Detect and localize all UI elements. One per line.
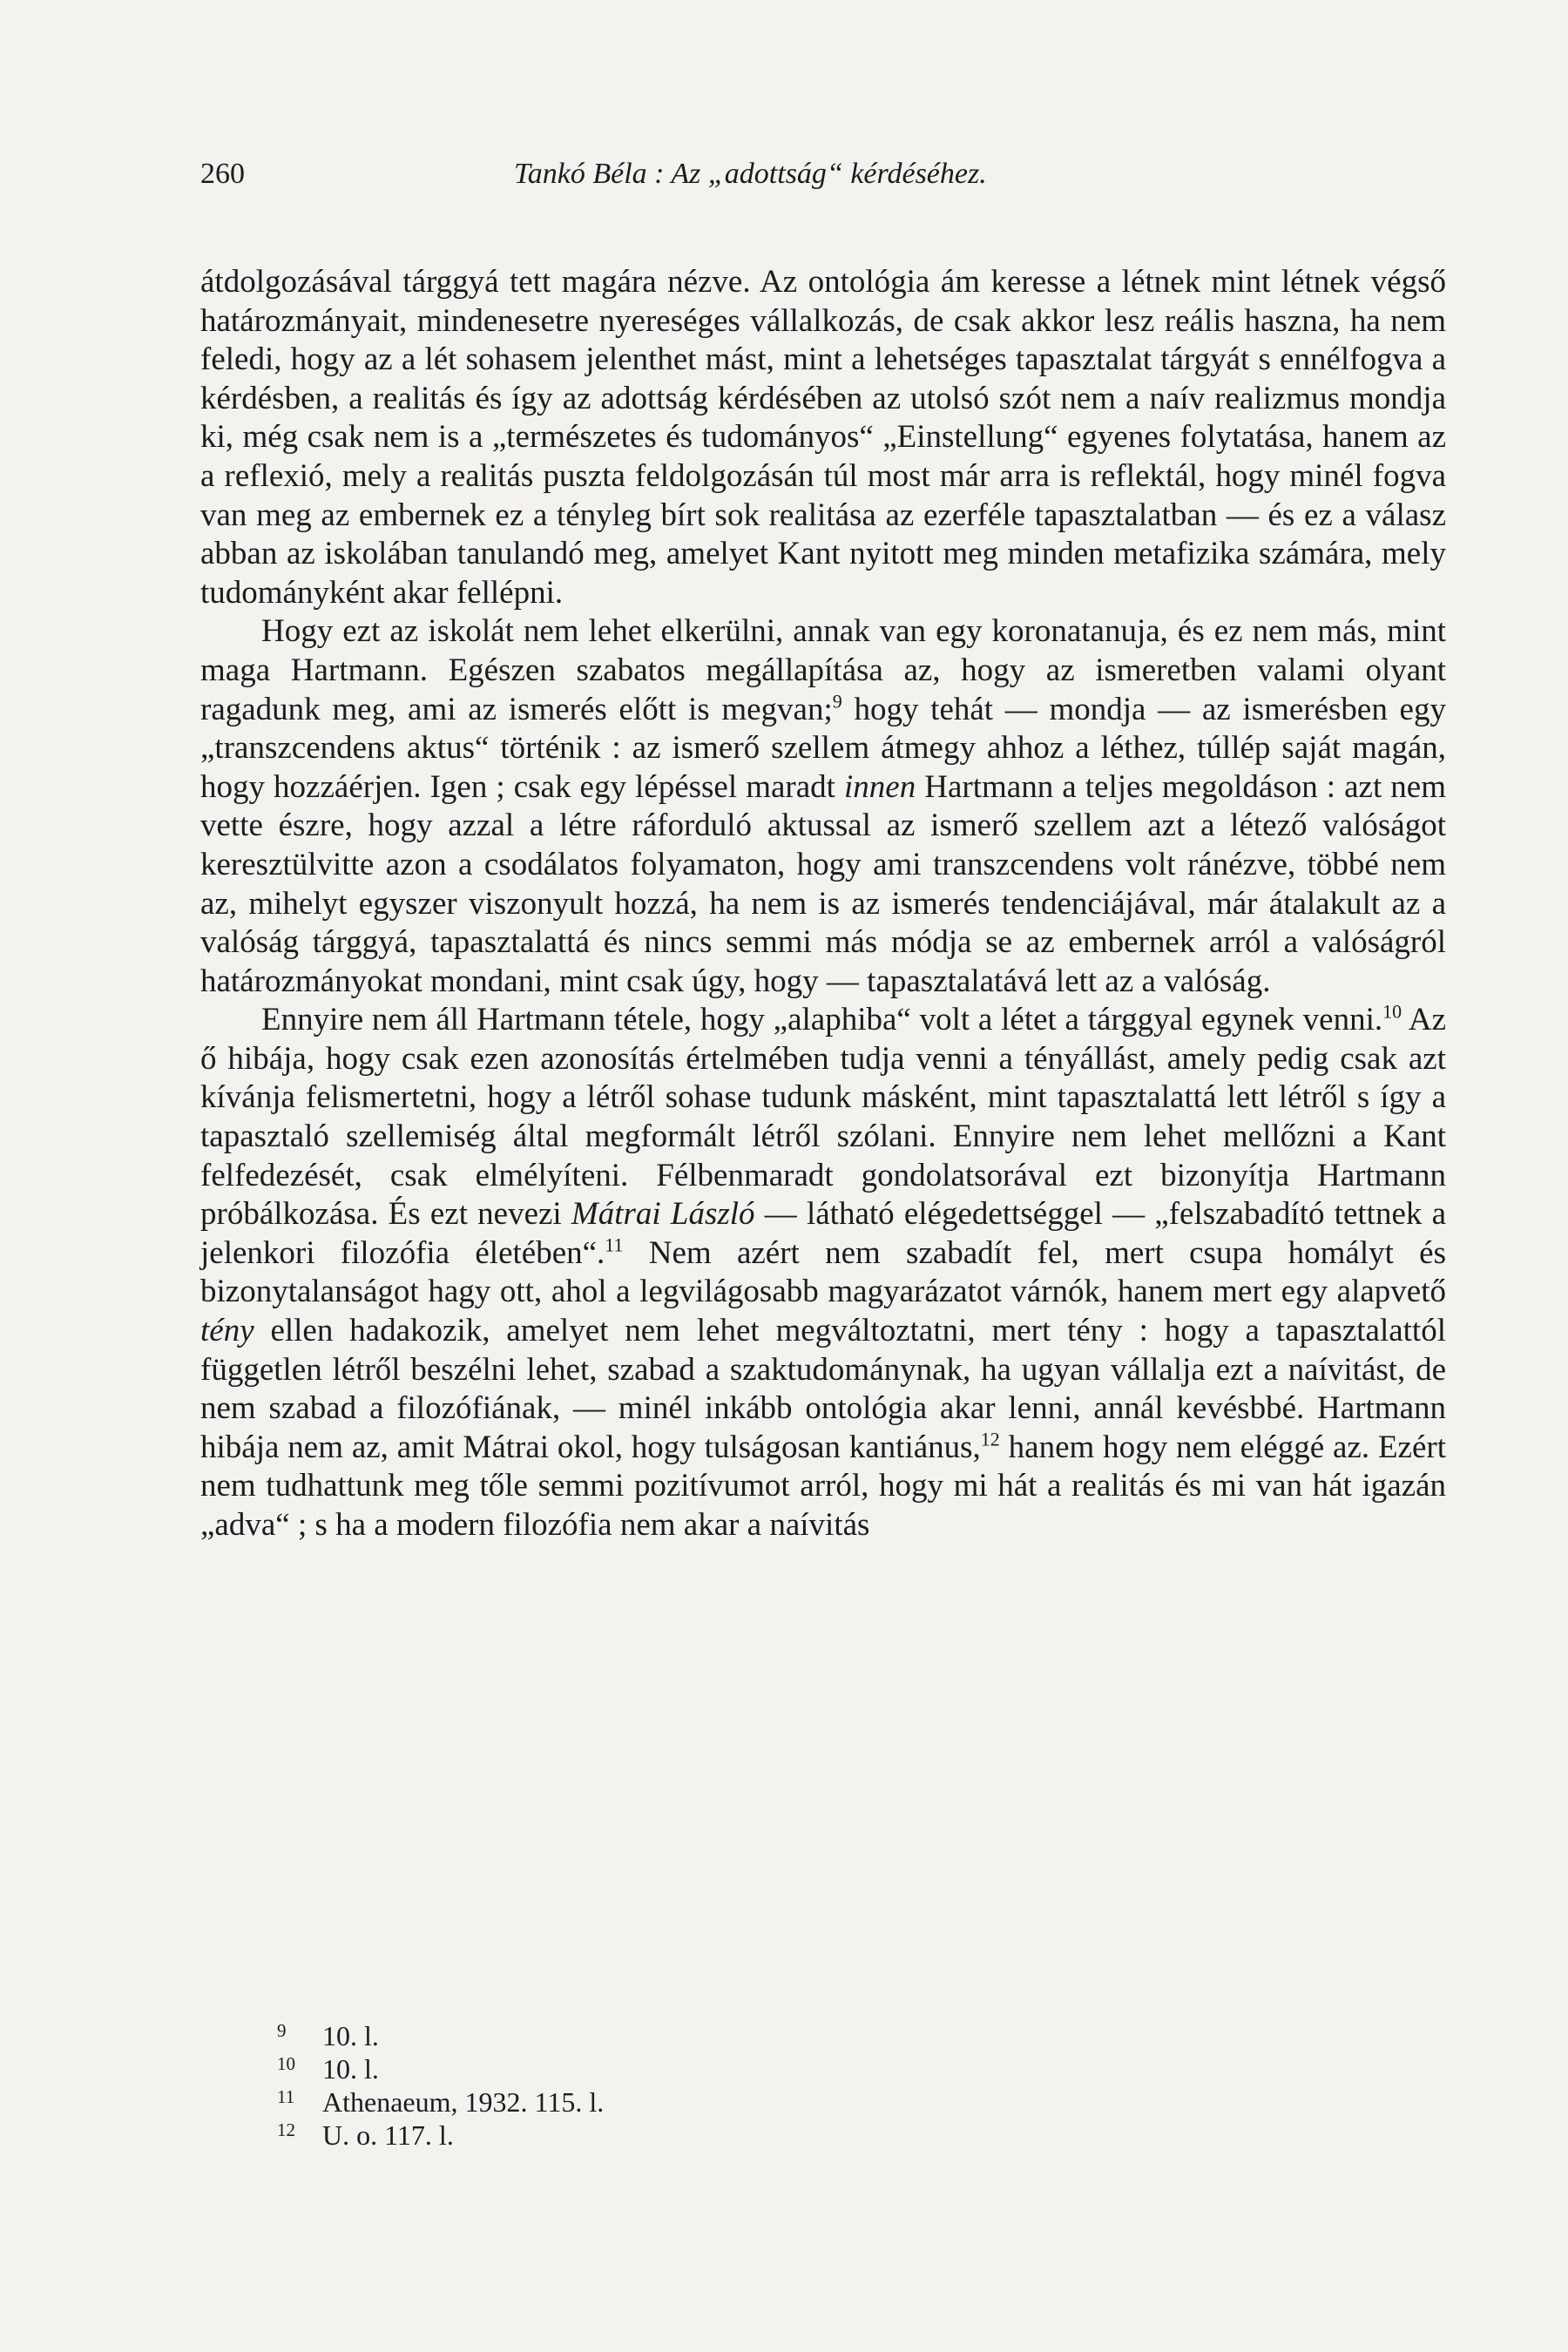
footnote-reference: 12 bbox=[980, 1428, 1000, 1450]
footnote-mark: 10 bbox=[277, 2053, 295, 2074]
footnote bbox=[277, 2119, 1061, 2152]
text-run: Nem azért nem szabadít fel, mert csupa homályt és bizonytalanságot hagy ott, ahol a legvilágosabb magyarázatot várnók, hanem mert egy alapvető bbox=[200, 1234, 1446, 1310]
text-run: Hogy ezt az iskolát nem lehet elkerülni, annak van egy koronatanuja, és ez nem más, mint maga Hartmann. Egészen szabatos megállapítása az, hogy az ismeretben valami olyant ragadunk meg, ami az ismerés előtt is megvan; bbox=[200, 613, 1446, 727]
footnote-text: 10. l. bbox=[322, 2020, 379, 2051]
running-header bbox=[200, 148, 1420, 200]
footnote-reference: 11 bbox=[605, 1233, 624, 1256]
footnote-mark: 12 bbox=[277, 2119, 295, 2140]
footnote bbox=[277, 2019, 1061, 2052]
footnote-mark: 9 bbox=[277, 2020, 287, 2041]
text-run: Ennyire nem áll Hartmann tétele, hogy „alaphiba“ volt a létet a tárggyal egynek venni. bbox=[261, 1002, 1383, 1038]
running-title: Tankó Béla : Az „adottság“ kérdéséhez. bbox=[514, 158, 987, 190]
footnote-text: Athenaeum, 1932. 115. l. bbox=[322, 2086, 605, 2118]
text-run: Az ő hibája, hogy csak ezen azonosítás értelmében tudja venni a tényállást, amely pedig csak azt kívánja felismertetni, hogy a létről sohase tudunk másként, mint tapasztalattá lett létről s így a tapasztaló szellemiség által megformált létről szólani. Ennyire nem lehet mellőzni a Kant felfedezését, csak elmélyíteni. Félbenmaradt gondolatsorával ezt bizonyítja Hartmann próbálkozása. És ezt nevezi bbox=[200, 1002, 1446, 1233]
paragraph bbox=[200, 263, 1446, 612]
paragraph bbox=[200, 612, 1446, 1001]
footnote-mark: 11 bbox=[277, 2086, 295, 2107]
footnote-text: 10. l. bbox=[322, 2053, 379, 2085]
footnote bbox=[277, 2052, 1061, 2085]
italic-text: innen bbox=[844, 768, 916, 805]
italic-text: Mátrai László bbox=[571, 1196, 755, 1233]
footnote bbox=[277, 2085, 1061, 2119]
text-run: Hartmann a teljes megoldáson : azt nem vette észre, hogy azzal a létre ráforduló aktussal az ismerő szellem azt a létező valóságot keresztülvitte azon a csodálatos folyamaton, hogy ami transzcendens volt ránézve, többé nem az, mihelyt egyszer viszonyult hozzá, ha nem is az ismerés tendenciájával, már átalakult az a valóság tárggyá, tapasztalattá és nincs semmi más módja se az embernek arról a valóságról határozmányokat mondani, mint csak úgy, hogy — tapasztalatává lett az a valóság. bbox=[200, 768, 1446, 999]
footnote-reference: 10 bbox=[1382, 1000, 1402, 1023]
text-run: hogy tehát — mondja — az ismerésben egy „transzcendens aktus“ történik : az ismerő szellem átmegy ahhoz a léthez, túllép saját magán, hogy hozzáérjen. Igen ; csak egy lépéssel maradt bbox=[200, 691, 1446, 805]
page-number: 260 bbox=[200, 158, 245, 190]
text-run: átdolgozásával tárggyá tett magára nézve. Az ontológia ám keresse a létnek mint létnek végső határozmányait, mindenesetre nyereséges vállalkozás, de csak akkor lesz reális haszna, ha nem feledi, hogy az a lét sohasem jelenthet mást, mint a lehetséges tapasztalat tárgyát s ennélfogva a kérdésben, a realitás és így az adottság kérdésében az utolsó szót nem a naív realizmus mondja ki, még csak nem is a „természetes és tudományos“ „Einstellung“ egyenes folytatása, hanem az a reflexió, mely a realitás puszta feldolgozásán túl most már arra is reflektál, hogy minél fogva van meg az embernek ez a tényleg bírt sok realitása az ezerféle tapasztalatban — és ez a válasz abban az iskolában tanulandó meg, amelyet Kant nyitott meg minden metafizika számára, mely tudományként akar fellépni. bbox=[200, 264, 1446, 611]
footnote-reference: 9 bbox=[832, 690, 842, 713]
body-text bbox=[200, 263, 1446, 1545]
text-run: hanem hogy nem eléggé az. Ezért nem tudhattunk meg tőle semmi pozitívumot arról, hogy mi hát a realitás és mi van hát igazán „adva“ ; s ha a modern filozófia nem akar a naívitás bbox=[200, 1429, 1447, 1543]
footnote-text: U. o. 117. l. bbox=[322, 2119, 454, 2151]
italic-text: tény bbox=[200, 1313, 254, 1349]
footnotes bbox=[277, 2019, 1061, 2152]
paragraph bbox=[200, 1001, 1446, 1544]
text-run: ellen hadakozik, amelyet nem lehet megváltoztatni, mert tény : hogy a tapasztalattól független létről beszélni lehet, szabad a szaktudománynak, ha ugyan vállalja ezt a naívitást, de nem szabad a filozófiának, — minél inkább ontológia akar lenni, annál kevésbbé. Hartmann hibája nem az, amit Mátrai okol, hogy tulságosan kantiánus, bbox=[200, 1313, 1446, 1465]
text-run: — látható elégedettséggel — „felszabadító tettnek a jelenkori filozófia életében“. bbox=[200, 1196, 1446, 1271]
